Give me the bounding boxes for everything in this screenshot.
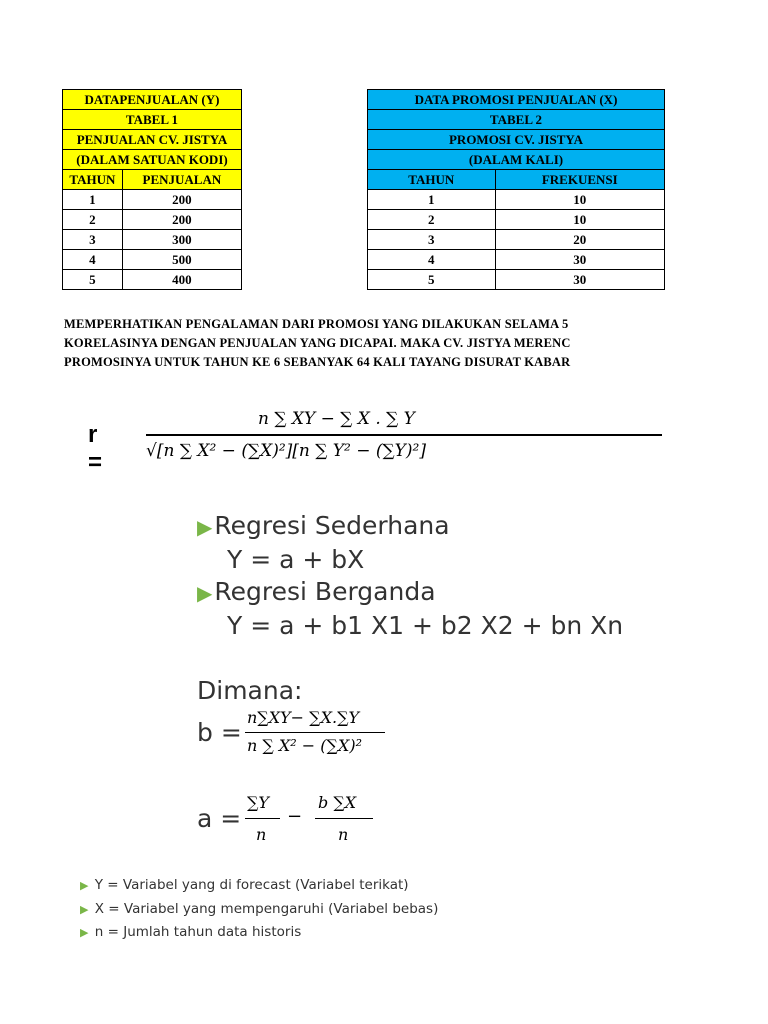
note-text: X = Variabel yang mempengaruhi (Variabel bebas)	[94, 901, 439, 917]
r-denominator: √[n ∑ X² − (∑X)²][n ∑ Y² − (∑Y)²]	[146, 441, 426, 461]
regression-multiple-label: Regresi Berganda	[214, 577, 436, 606]
minus-sign: −	[287, 806, 303, 827]
a-numerator-2: b ∑X	[318, 793, 357, 812]
dimana-label: Dimana:	[197, 676, 303, 705]
table1-title: DATAPENJUALAN (Y)	[63, 90, 242, 110]
cell: 4	[63, 250, 123, 270]
cell: 4	[368, 250, 496, 270]
r-label: r =	[88, 421, 103, 476]
b-label: b =	[197, 718, 242, 747]
a-denominator-2: n	[338, 825, 349, 844]
regression-simple-title	[197, 511, 450, 542]
table-row	[63, 210, 242, 230]
cell: 3	[368, 230, 496, 250]
a-denominator-1: n	[256, 825, 267, 844]
cell: 5	[368, 270, 496, 290]
fraction-bar	[245, 732, 385, 733]
paragraph-line: PROMOSINYA UNTUK TAHUN KE 6 SEBANYAK 64 KALI TAYANG DISURAT KABAR	[64, 355, 571, 369]
table1-subtitle: TABEL 1	[63, 110, 242, 130]
regression-multiple-title	[197, 577, 436, 608]
table2-col-frekuensi: FREKUENSI	[495, 170, 664, 190]
paragraph-line: MEMPERHATIKAN PENGALAMAN DARI PROMOSI YANG DILAKUKAN SELAMA 5	[64, 317, 569, 331]
cell: 1	[63, 190, 123, 210]
table-row	[63, 230, 242, 250]
r-numerator: n ∑ XY − ∑ X . ∑ Y	[258, 409, 415, 429]
triangle-right-icon: ▶	[80, 903, 89, 916]
table2-company: PROMOSI CV. JISTYA	[368, 130, 665, 150]
cell: 200	[122, 210, 241, 230]
note-n	[80, 923, 301, 942]
table-row	[368, 230, 665, 250]
table2-title: DATA PROMOSI PENJUALAN (X)	[368, 90, 665, 110]
table2-subtitle: TABEL 2	[368, 110, 665, 130]
cell: 400	[122, 270, 241, 290]
table-row	[63, 270, 242, 290]
fraction-bar	[245, 818, 280, 819]
table1-col-tahun: TAHUN	[63, 170, 123, 190]
sales-table	[62, 89, 242, 290]
regression-multiple-equation: Y = a + b1 X1 + b2 X2 + bn Xn	[227, 611, 624, 640]
table1-company: PENJUALAN CV. JISTYA	[63, 130, 242, 150]
regression-simple-label: Regresi Sederhana	[214, 511, 450, 540]
table1-col-penjualan: PENJUALAN	[122, 170, 241, 190]
problem-statement	[64, 315, 668, 372]
fraction-bar	[315, 818, 373, 819]
table-row	[368, 250, 665, 270]
regression-simple-equation: Y = a + bX	[227, 545, 365, 574]
triangle-right-icon: ▶	[197, 581, 213, 605]
a-numerator-1: ∑Y	[247, 793, 269, 812]
cell: 2	[63, 210, 123, 230]
promotion-table	[367, 89, 665, 290]
b-denominator: n ∑ X² − (∑X)²	[247, 736, 362, 755]
cell: 3	[63, 230, 123, 250]
cell: 20	[495, 230, 664, 250]
cell: 30	[495, 270, 664, 290]
cell: 200	[122, 190, 241, 210]
note-y	[80, 876, 409, 895]
cell: 500	[122, 250, 241, 270]
cell: 30	[495, 250, 664, 270]
triangle-right-icon: ▶	[80, 879, 89, 892]
table2-col-tahun: TAHUN	[368, 170, 496, 190]
a-label: a =	[197, 804, 242, 833]
table1-unit: (DALAM SATUAN KODI)	[63, 150, 242, 170]
paragraph-line: KORELASINYA DENGAN PENJUALAN YANG DICAPAI. MAKA CV. JISTYA MERENC	[64, 336, 571, 350]
cell: 10	[495, 190, 664, 210]
triangle-right-icon: ▶	[197, 515, 213, 539]
note-x	[80, 900, 438, 919]
b-numerator: n∑XY− ∑X.∑Y	[247, 708, 360, 727]
table-row	[63, 250, 242, 270]
table-row	[368, 270, 665, 290]
cell: 1	[368, 190, 496, 210]
cell: 300	[122, 230, 241, 250]
fraction-bar	[146, 434, 662, 436]
note-text: n = Jumlah tahun data historis	[94, 924, 302, 940]
note-text: Y = Variabel yang di forecast (Variabel terikat)	[94, 877, 409, 893]
cell: 10	[495, 210, 664, 230]
cell: 2	[368, 210, 496, 230]
table-row	[368, 210, 665, 230]
table2-unit: (DALAM KALI)	[368, 150, 665, 170]
table-row	[368, 190, 665, 210]
cell: 5	[63, 270, 123, 290]
triangle-right-icon: ▶	[80, 926, 89, 939]
table-row	[63, 190, 242, 210]
